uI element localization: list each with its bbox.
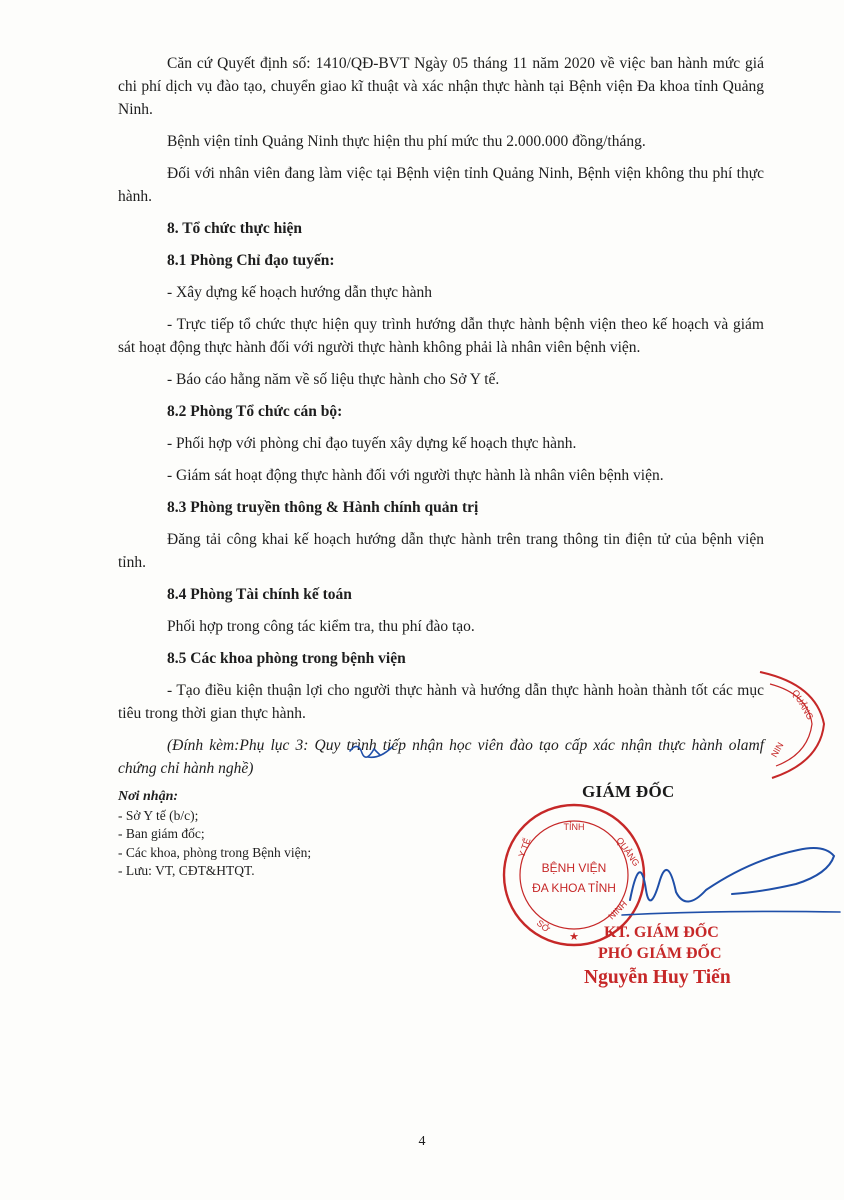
recipient-item: - Các khoa, phòng trong Bệnh viện;: [118, 844, 312, 860]
svg-text:ĐA KHOA TỈNH: ĐA KHOA TỈNH: [532, 881, 616, 895]
heading-section-8-1: 8.1 Phòng Chỉ đạo tuyến:: [167, 252, 335, 269]
document-body: [118, 52, 764, 789]
list-item: - Báo cáo hằng năm về số liệu thực hành cho Sở Y tế.: [167, 371, 500, 388]
svg-text:BỆNH VIỆN: BỆNH VIỆN: [541, 861, 607, 875]
heading-section-8-2: 8.2 Phòng Tổ chức cán bộ:: [167, 403, 343, 420]
page-number: 4: [418, 1134, 426, 1149]
paragraph-legal-basis: Căn cứ Quyết định số: 1410/QĐ-BVT Ngày 05 tháng 11 năm 2020 về việc ban hành mức giá chi phí dịch vụ đào tạo, chuyển giao kĩ thuật và xác nhận thực hành tại Bệnh viện Đa khoa tỉnh Quảng Ninh.: [118, 55, 764, 118]
heading-section-8: 8. Tổ chức thực hiện: [167, 220, 303, 237]
heading-section-8-5: 8.5 Các khoa phòng trong bệnh viện: [167, 650, 406, 667]
paragraph-finance: Phối hợp trong công tác kiểm tra, thu phí đào tạo.: [167, 618, 475, 635]
signer-role-line2: PHÓ GIÁM ĐỐC: [598, 945, 722, 962]
recipient-item: - Sở Y tế (b/c);: [118, 807, 199, 823]
recipient-item: - Ban giám đốc;: [118, 826, 205, 841]
svg-text:QUẢNG: QUẢNG: [790, 688, 816, 722]
svg-text:QUẢNG: QUẢNG: [614, 835, 642, 869]
paragraph-staff-exemption: Đối với nhân viên đang làm việc tại Bệnh viện tỉnh Quảng Ninh, Bệnh viện không thu phí thực hành.: [118, 165, 764, 205]
list-item: - Xây dựng kế hoạch hướng dẫn thực hành: [167, 284, 432, 301]
heading-section-8-3: 8.3 Phòng truyền thông & Hành chính quản trị: [167, 499, 479, 516]
signer-role-line1: KT. GIÁM ĐỐC: [604, 924, 719, 941]
recipient-item: - Lưu: VT, CĐT&HTQT.: [118, 863, 255, 878]
svg-text:NIN: NIN: [769, 740, 786, 759]
list-item: - Trực tiếp tổ chức thực hiện quy trình hướng dẫn thực hành bệnh viện theo kế hoạch và giám sát hoạt động thực hành đối với người thực hành không phải là nhân viên bệnh viện.: [118, 316, 764, 356]
recipients-block: [118, 788, 478, 881]
signer-name: Nguyễn Huy Tiến: [584, 967, 731, 988]
svg-text:NINH: NINH: [606, 898, 629, 922]
paragraph-publication: Đăng tải công khai kế hoạch hướng dẫn thực hành trên trang thông tin điện tử của bệnh viện tỉnh.: [118, 531, 764, 571]
svg-text:TỈNH: TỈNH: [563, 822, 585, 832]
partial-stamp-icon: [758, 662, 844, 782]
recipients-title: Nơi nhận:: [118, 789, 179, 804]
signature-block: [470, 780, 844, 1010]
list-item: - Giám sát hoạt động thực hành đối với người thực hành là nhân viên bệnh viện.: [167, 467, 664, 484]
svg-text:SỞ: SỞ: [534, 917, 552, 935]
signer-title: GIÁM ĐỐC: [582, 782, 675, 801]
svg-text:Y TẾ: Y TẾ: [516, 836, 533, 859]
attachment-note: (Đính kèm:Phụ lục 3: Quy trình tiếp nhận học viên đào tạo cấp xác nhận thực hành olamf chứng chỉ hành nghề): [118, 737, 764, 777]
list-item: - Phối hợp với phòng chỉ đạo tuyến xây dựng kế hoạch thực hành.: [167, 435, 577, 452]
signature-scribble-icon: [620, 820, 844, 920]
heading-section-8-4: 8.4 Phòng Tài chính kế toán: [167, 586, 352, 603]
list-item: - Tạo điều kiện thuận lợi cho người thực hành và hướng dẫn thực hành hoàn thành tốt các mục tiêu trong thời gian thực hành.: [118, 682, 764, 722]
initials-scribble-icon: [346, 737, 396, 767]
svg-text:★: ★: [569, 931, 579, 943]
paragraph-fee: Bệnh viện tỉnh Quảng Ninh thực hiện thu phí mức thu 2.000.000 đồng/tháng.: [167, 133, 646, 150]
